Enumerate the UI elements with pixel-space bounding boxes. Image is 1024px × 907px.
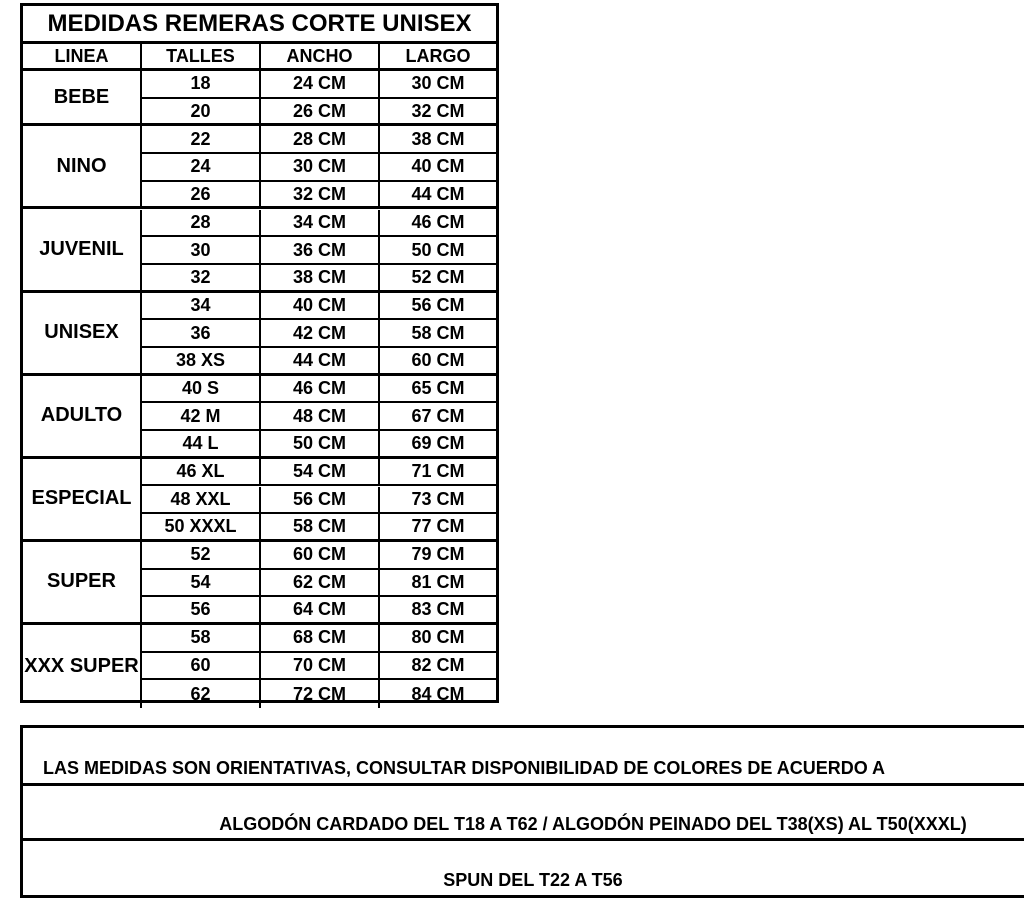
ancho-cell: 50 CM <box>261 431 380 459</box>
talle-cell: 36 <box>142 320 261 348</box>
largo-cell: 44 CM <box>380 182 496 210</box>
largo-cell: 32 CM <box>380 99 496 127</box>
linea-label: XXX SUPER <box>23 625 142 708</box>
largo-cell: 77 CM <box>380 514 496 542</box>
ancho-cell: 24 CM <box>261 71 380 99</box>
talle-cell: 22 <box>142 126 261 154</box>
largo-cell: 58 CM <box>380 320 496 348</box>
ancho-cell: 30 CM <box>261 154 380 182</box>
talle-cell: 46 XL <box>142 459 261 487</box>
ancho-cell: 70 CM <box>261 653 380 681</box>
talle-cell: 42 M <box>142 403 261 431</box>
largo-cell: 73 CM <box>380 487 496 515</box>
largo-cell: 80 CM <box>380 625 496 653</box>
largo-cell: 40 CM <box>380 154 496 182</box>
largo-cell: 52 CM <box>380 265 496 293</box>
talle-cell: 18 <box>142 71 261 99</box>
ancho-cell: 60 CM <box>261 542 380 570</box>
talle-cell: 20 <box>142 99 261 127</box>
ancho-cell: 34 CM <box>261 210 380 238</box>
ancho-cell: 42 CM <box>261 320 380 348</box>
largo-cell: 56 CM <box>380 293 496 321</box>
note-cotton-types: ALGODÓN CARDADO DEL T18 A T62 / ALGODÓN PEINADO DEL T38(XS) AL T50(XXXL) <box>23 786 1024 841</box>
linea-label: BEBE <box>23 71 142 126</box>
talle-cell: 52 <box>142 542 261 570</box>
talle-cell: 50 XXXL <box>142 514 261 542</box>
table-title: MEDIDAS REMERAS CORTE UNISEX <box>23 6 496 44</box>
size-table <box>20 3 499 703</box>
ancho-cell: 28 CM <box>261 126 380 154</box>
ancho-cell: 68 CM <box>261 625 380 653</box>
linea-label: SUPER <box>23 542 142 625</box>
largo-cell: 50 CM <box>380 237 496 265</box>
linea-label: ESPECIAL <box>23 459 142 542</box>
linea-label: JUVENIL <box>23 210 142 293</box>
ancho-cell: 32 CM <box>261 182 380 210</box>
talle-cell: 38 XS <box>142 348 261 376</box>
ancho-cell: 40 CM <box>261 293 380 321</box>
ancho-cell: 54 CM <box>261 459 380 487</box>
talle-cell: 26 <box>142 182 261 210</box>
note-spun: SPUN DEL T22 A T56 <box>443 870 623 890</box>
note-orientative: LAS MEDIDAS SON ORIENTATIVAS, CONSULTAR DISPONIBILIDAD DE COLORES DE ACUERDO A <box>23 728 1024 786</box>
talle-cell: 44 L <box>142 431 261 459</box>
ancho-cell: 48 CM <box>261 403 380 431</box>
ancho-cell: 64 CM <box>261 597 380 625</box>
ancho-cell: 58 CM <box>261 514 380 542</box>
largo-cell: 82 CM <box>380 653 496 681</box>
largo-cell: 46 CM <box>380 210 496 238</box>
ancho-cell: 72 CM <box>261 680 380 708</box>
ancho-cell: 26 CM <box>261 99 380 127</box>
talle-cell: 56 <box>142 597 261 625</box>
largo-cell: 79 CM <box>380 542 496 570</box>
largo-cell: 30 CM <box>380 71 496 99</box>
talle-cell: 40 S <box>142 376 261 404</box>
largo-cell: 67 CM <box>380 403 496 431</box>
largo-cell: 83 CM <box>380 597 496 625</box>
talle-cell: 32 <box>142 265 261 293</box>
talle-cell: 28 <box>142 210 261 238</box>
largo-cell: 71 CM <box>380 459 496 487</box>
talle-cell: 34 <box>142 293 261 321</box>
talle-cell: 24 <box>142 154 261 182</box>
ancho-cell: 44 CM <box>261 348 380 376</box>
notes-box <box>20 725 1024 898</box>
largo-cell: 38 CM <box>380 126 496 154</box>
ancho-cell: 56 CM <box>261 487 380 515</box>
largo-cell: 65 CM <box>380 376 496 404</box>
talle-cell: 48 XXL <box>142 487 261 515</box>
header-linea: LINEA <box>23 44 142 71</box>
linea-label: UNISEX <box>23 293 142 376</box>
talle-cell: 60 <box>142 653 261 681</box>
header-largo: LARGO <box>380 44 496 71</box>
talle-cell: 54 <box>142 570 261 598</box>
linea-label: NINO <box>23 126 142 209</box>
ancho-cell: 46 CM <box>261 376 380 404</box>
header-ancho: ANCHO <box>261 44 380 71</box>
ancho-cell: 36 CM <box>261 237 380 265</box>
largo-cell: 69 CM <box>380 431 496 459</box>
largo-cell: 84 CM <box>411 683 465 704</box>
ancho-cell: 38 CM <box>261 265 380 293</box>
header-talles: TALLES <box>142 44 261 71</box>
ancho-cell: 62 CM <box>261 570 380 598</box>
talle-cell: 62 <box>142 680 261 708</box>
linea-label: ADULTO <box>23 376 142 459</box>
largo-cell: 60 CM <box>380 348 496 376</box>
talle-cell: 58 <box>142 625 261 653</box>
talle-cell: 30 <box>142 237 261 265</box>
largo-cell: 81 CM <box>380 570 496 598</box>
